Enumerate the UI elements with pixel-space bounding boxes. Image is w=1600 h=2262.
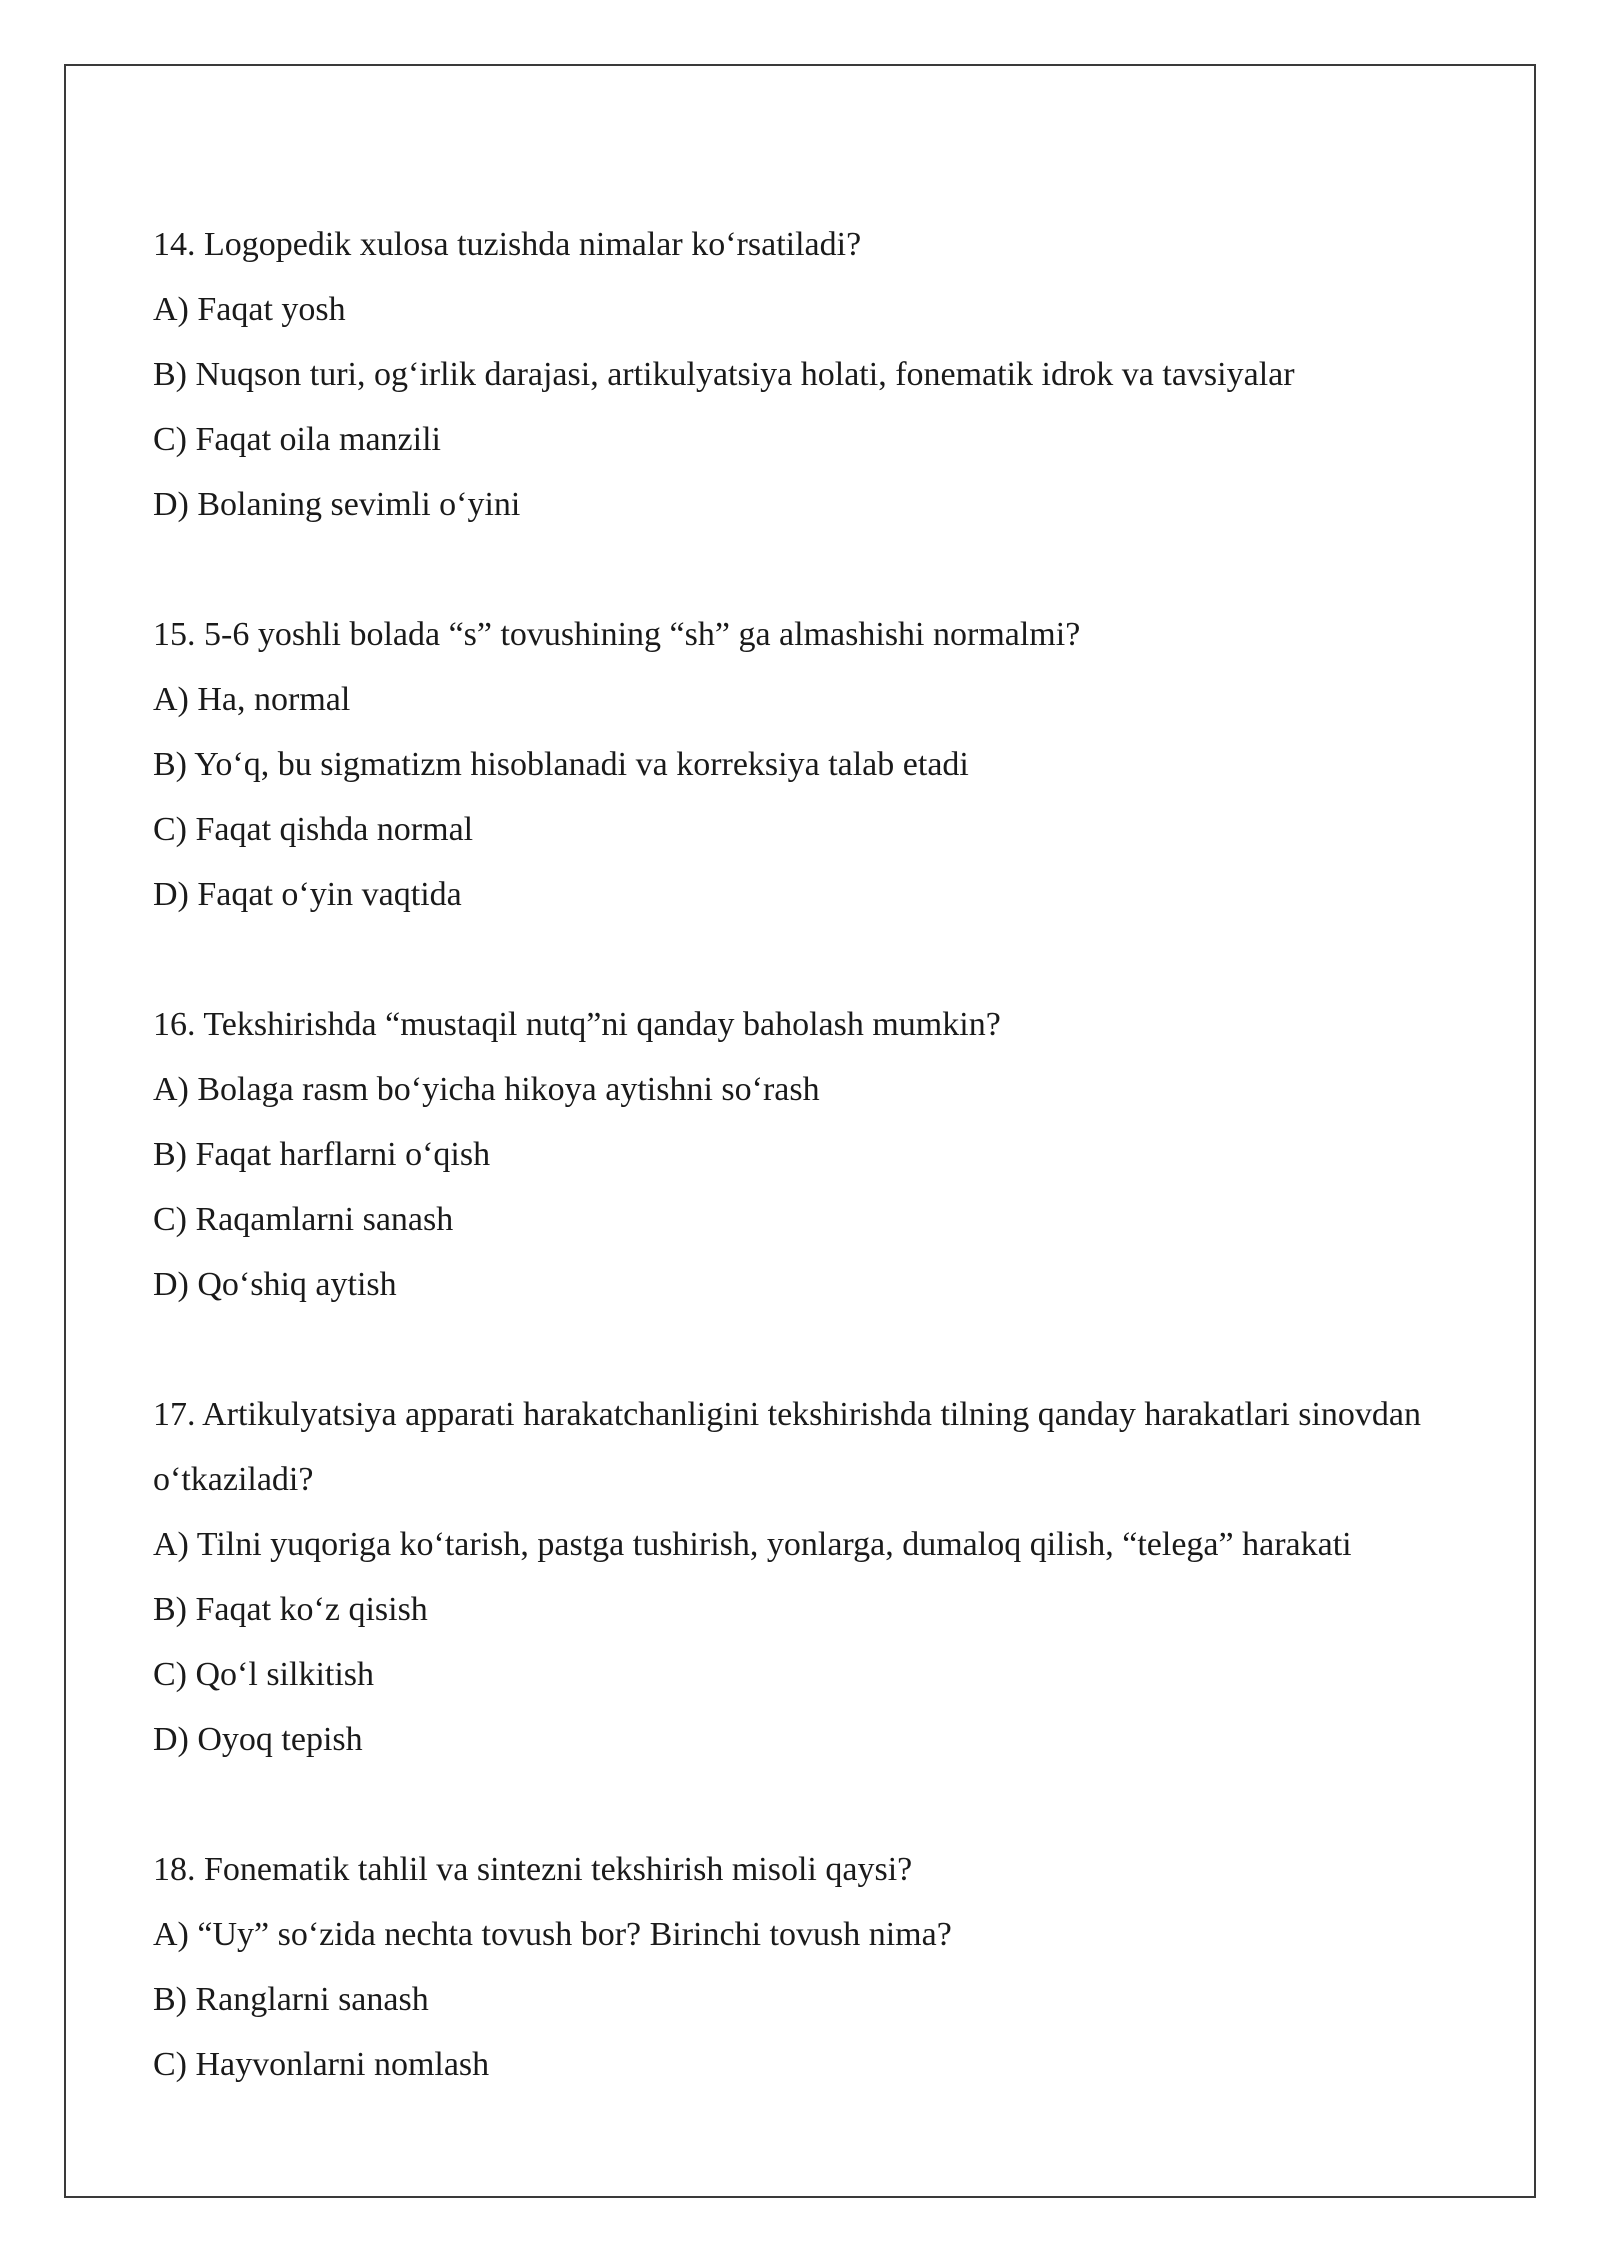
question-14 xyxy=(153,212,1493,537)
option-d: D) Qo‘shiq aytish xyxy=(153,1266,397,1303)
option-a: A) Tilni yuqoriga ko‘tarish, pastga tushirish, yonlarga, dumaloq qilish, “telega” harakati xyxy=(153,1526,1352,1563)
option-b: B) Faqat ko‘z qisish xyxy=(153,1591,428,1628)
question-18 xyxy=(153,1837,1493,2097)
question-text: 17. Artikulyatsiya apparati harakatchanligini tekshirishda tilning qanday harakatlari sinovdan o‘tkaziladi? xyxy=(153,1396,1422,1498)
question-text: 18. Fonematik tahlil va sintezni tekshirish misoli qaysi? xyxy=(153,1851,913,1888)
question-text: 14. Logopedik xulosa tuzishda nimalar ko‘rsatiladi? xyxy=(153,226,862,263)
question-15 xyxy=(153,602,1493,927)
option-b: B) Yo‘q, bu sigmatizm hisoblanadi va korreksiya talab etadi xyxy=(153,746,969,783)
option-c: C) Faqat oila manzili xyxy=(153,421,441,458)
option-a: A) Ha, normal xyxy=(153,681,351,718)
option-a: A) Faqat yosh xyxy=(153,291,346,328)
question-16 xyxy=(153,992,1493,1317)
option-c: C) Qo‘l silkitish xyxy=(153,1656,375,1693)
option-b: B) Nuqson turi, og‘irlik darajasi, artikulyatsiya holati, fonematik idrok va tavsiyalar xyxy=(153,356,1295,393)
option-c: C) Hayvonlarni nomlash xyxy=(153,2046,490,2083)
question-text: 16. Tekshirishda “mustaqil nutq”ni qanday baholash mumkin? xyxy=(153,1006,1001,1043)
option-d: D) Bolaning sevimli o‘yini xyxy=(153,486,521,523)
option-b: B) Faqat harflarni o‘qish xyxy=(153,1136,491,1173)
question-text: 15. 5-6 yoshli bolada “s” tovushining “sh” ga almashishi normalmi? xyxy=(153,616,1081,653)
question-17 xyxy=(153,1382,1493,1772)
option-c: C) Raqamlarni sanash xyxy=(153,1201,454,1238)
option-c: C) Faqat qishda normal xyxy=(153,811,474,848)
option-a: A) “Uy” so‘zida nechta tovush bor? Birinchi tovush nima? xyxy=(153,1916,952,1953)
option-d: D) Oyoq tepish xyxy=(153,1721,363,1758)
option-d: D) Faqat o‘yin vaqtida xyxy=(153,876,462,913)
option-a: A) Bolaga rasm bo‘yicha hikoya aytishni so‘rash xyxy=(153,1071,820,1108)
document-body xyxy=(153,212,1493,2162)
option-b: B) Ranglarni sanash xyxy=(153,1981,429,2018)
